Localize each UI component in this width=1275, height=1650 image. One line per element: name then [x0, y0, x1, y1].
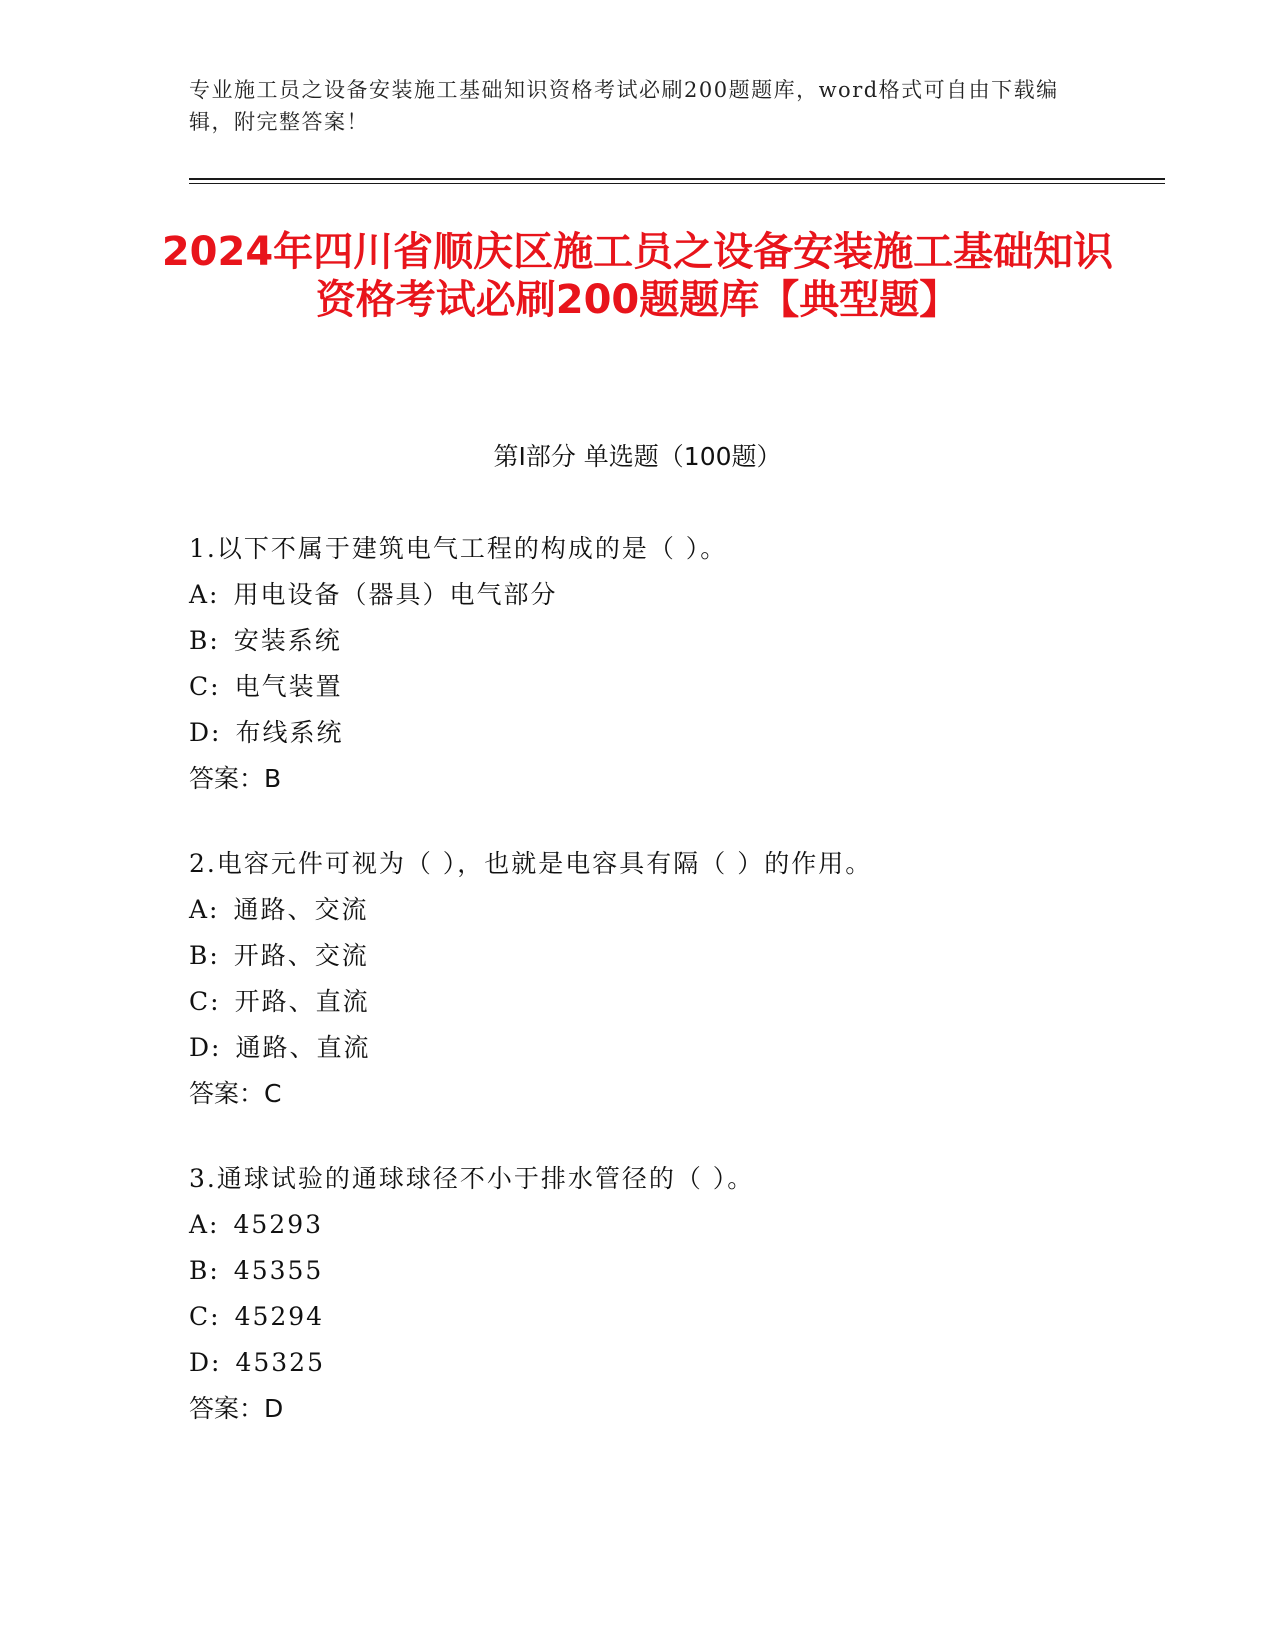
option-b	[189, 618, 1169, 664]
option-a	[189, 572, 1169, 618]
answer-label: 答案：	[189, 1079, 265, 1108]
option-letter: B:	[189, 626, 220, 655]
option-c	[189, 664, 1169, 710]
option-b	[189, 933, 1169, 979]
question-1	[189, 526, 1169, 802]
question-stem: 2.电容元件可视为（ ），也就是电容具有隔（ ）的作用。	[189, 849, 873, 878]
option-a	[189, 1202, 1169, 1248]
option-b	[189, 1248, 1169, 1294]
option-text: 45293	[233, 1210, 324, 1239]
option-letter: D:	[189, 1033, 222, 1062]
option-letter: B:	[189, 941, 220, 970]
option-text: 45325	[235, 1348, 325, 1377]
option-a	[189, 887, 1169, 933]
option-text: 开路、交流	[233, 941, 369, 970]
option-c	[189, 1294, 1169, 1340]
option-c	[189, 979, 1169, 1025]
answer-line	[189, 1386, 1169, 1432]
option-text: 布线系统	[235, 718, 344, 747]
question-stem: 1.以下不属于建筑电气工程的构成的是（ ）。	[189, 534, 728, 563]
header-divider-thick	[189, 178, 1165, 180]
header-note: 专业施工员之设备安装施工基础知识资格考试必刷200题题库，word格式可自由下载编辑，附完整答案！	[189, 78, 1059, 134]
option-text: 45294	[234, 1302, 325, 1331]
option-letter: D:	[189, 718, 222, 747]
option-letter: C:	[189, 987, 221, 1016]
option-text: 电气装置	[234, 672, 343, 701]
header-divider-thin	[189, 183, 1165, 184]
option-d	[189, 1025, 1169, 1071]
question-2	[189, 841, 1169, 1117]
option-letter: C:	[189, 1302, 221, 1331]
document-title: 2024年四川省顺庆区施工员之设备安装施工基础知识资格考试必刷200题题库【典型题】	[161, 229, 1114, 323]
option-letter: A:	[189, 895, 220, 924]
option-text: 开路、直流	[234, 987, 370, 1016]
section-heading: 第I部分 单选题（100题）	[493, 442, 782, 471]
option-text: 通路、直流	[235, 1033, 371, 1062]
question-stem: 3.通球试验的通球球径不小于排水管径的（ ）。	[189, 1164, 755, 1193]
answer-value: B	[264, 764, 282, 793]
option-text: 45355	[233, 1256, 324, 1285]
option-letter: D:	[189, 1348, 222, 1377]
answer-value: D	[264, 1394, 284, 1423]
option-d	[189, 710, 1169, 756]
option-letter: C:	[189, 672, 221, 701]
answer-line	[189, 756, 1169, 802]
option-letter: A:	[189, 580, 220, 609]
answer-value: C	[264, 1079, 282, 1108]
answer-label: 答案：	[189, 1394, 265, 1423]
option-text: 安装系统	[233, 626, 342, 655]
answer-line	[189, 1071, 1169, 1117]
question-3	[189, 1156, 1169, 1432]
option-text: 用电设备（器具）电气部分	[233, 580, 558, 609]
option-d	[189, 1340, 1169, 1386]
question-list	[189, 526, 1169, 1471]
option-text: 通路、交流	[233, 895, 369, 924]
option-letter: A:	[189, 1210, 220, 1239]
option-letter: B:	[189, 1256, 220, 1285]
answer-label: 答案：	[189, 764, 265, 793]
